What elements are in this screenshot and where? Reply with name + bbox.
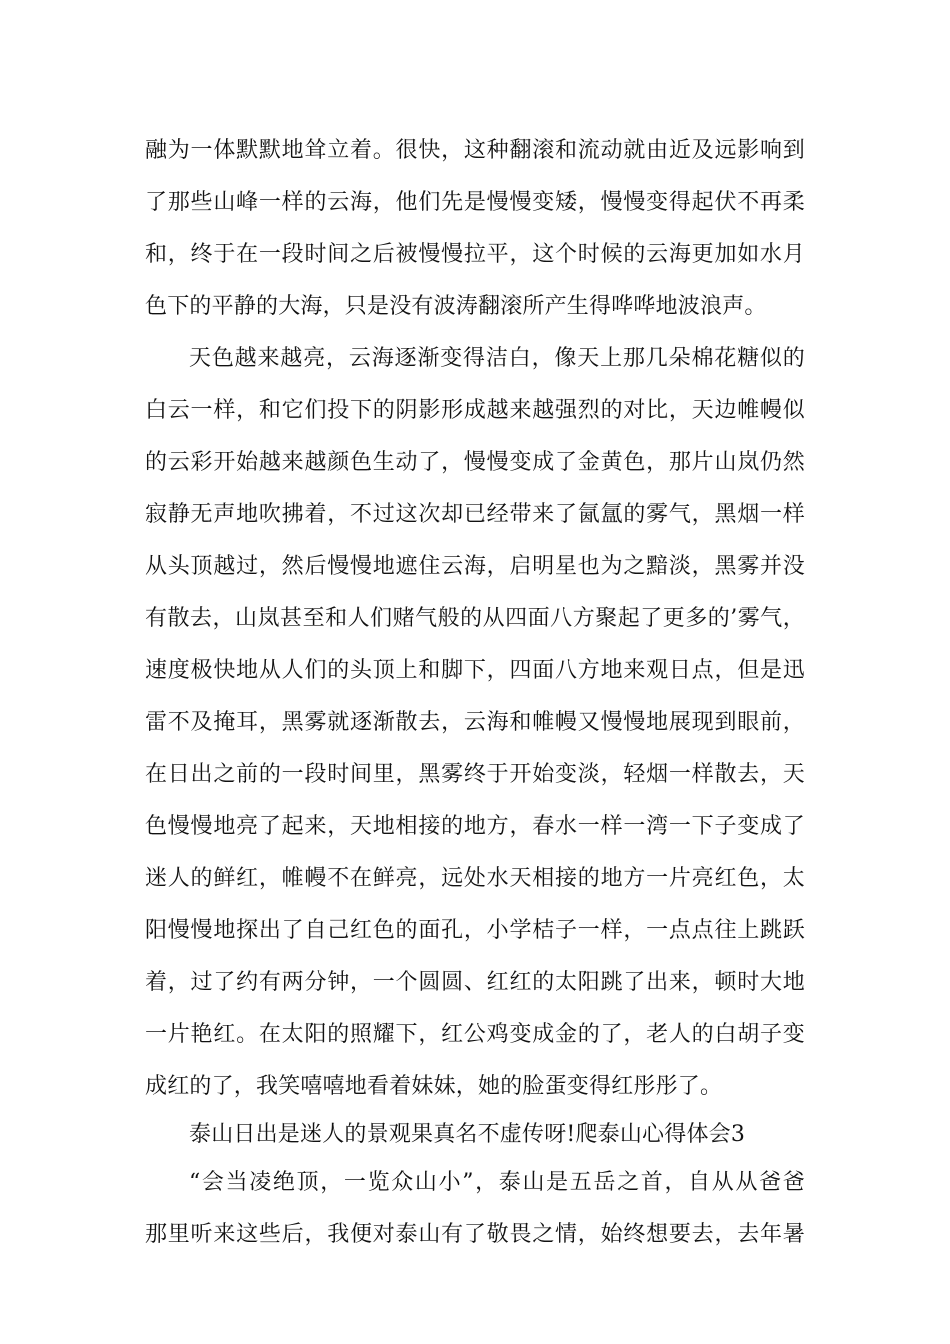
text-line: 成红的了，我笑嘻嘻地看着妹妹，她的脸蛋变得红彤彤了。 <box>145 1074 723 1099</box>
text-line: 色下的平静的大海，只是没有波涛翻滚所产生得哗哗地波浪声。 <box>145 294 767 319</box>
text-line: 迷人的鲜红，帷幔不在鲜亮，远处水天相接的地方一片亮红色，太 <box>145 866 805 891</box>
paragraph-first-line: 天色越来越亮，云海逐渐变得洁白，像天上那几朵棉花糖似的 <box>189 346 805 371</box>
text-line: 从头顶越过，然后慢慢地遮住云海，启明星也为之黯淡，黑雾并没 <box>145 554 805 579</box>
text-line: 雷不及掩耳，黑雾就逐渐散去，云海和帷幔又慢慢地展现到眼前， <box>145 710 805 735</box>
text-line: 了那些山峰一样的云海，他们先是慢慢变矮，慢慢变得起伏不再柔 <box>145 190 805 215</box>
text-line: 色慢慢地亮了起来，天地相接的地方，春水一样一湾一下子变成了 <box>145 814 805 839</box>
paragraph-first-line: “会当凌绝顶，一览众山小”，泰山是五岳之首，自从从爸爸 <box>189 1170 805 1195</box>
text-line: 白云一样，和它们投下的阴影形成越来越强烈的对比，天边帷幔似 <box>145 398 805 423</box>
text-line: 着，过了约有两分钟，一个圆圆、红红的太阳跳了出来，顿时大地 <box>145 970 805 995</box>
text-line: 那里听来这些后，我便对泰山有了敬畏之情，始终想要去，去年暑 <box>145 1222 805 1247</box>
text-line: 阳慢慢地探出了自己红色的面孔，小学桔子一样，一点点往上跳跃 <box>145 918 805 943</box>
text-line: 有散去，山岚甚至和人们赌气般的从四面八方聚起了更多的’雾气， <box>145 606 805 631</box>
text-line: 融为一体默默地耸立着。很快，这种翻滚和流动就由近及远影响到 <box>145 138 805 163</box>
text-line: 的云彩开始越来越颜色生动了，慢慢变成了金黄色，那片山岚仍然 <box>145 450 805 475</box>
text-line: 速度极快地从人们的头顶上和脚下，四面八方地来观日点，但是迅 <box>145 658 805 683</box>
text-line: 和，终于在一段时间之后被慢慢拉平，这个时候的云海更加如水月 <box>145 242 805 267</box>
text-line: 寂静无声地吹拂着，不过这次却已经带来了氤氲的雾气，黑烟一样 <box>145 502 805 527</box>
section-heading: 泰山日出是迷人的景观果真名不虚传呀!爬泰山心得体会3 <box>189 1122 746 1147</box>
text-line: 在日出之前的一段时间里，黑雾终于开始变淡，轻烟一样散去，天 <box>145 762 805 787</box>
text-line: 一片艳红。在太阳的照耀下，红公鸡变成金的了，老人的白胡子变 <box>145 1022 805 1047</box>
